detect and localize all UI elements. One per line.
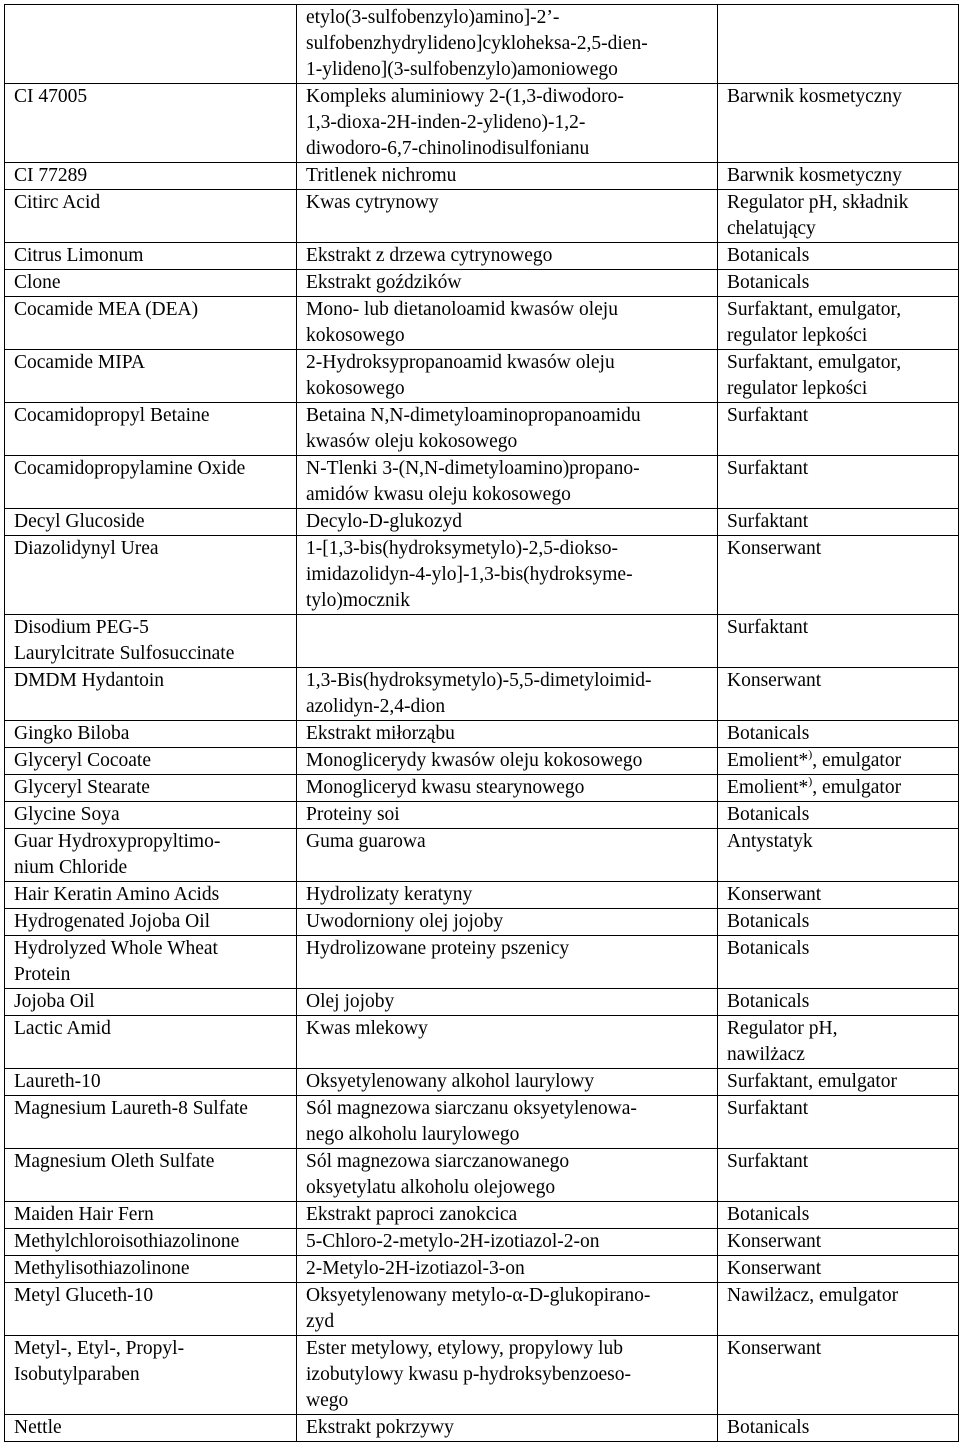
polish-name-cell: Mono- lub dietanoloamid kwasów oleju kokosowego <box>297 297 718 350</box>
inci-name-cell: Cocamide MEA (DEA) <box>5 297 297 350</box>
table-row <box>5 909 959 936</box>
function-cell: Botanicals <box>718 1202 959 1229</box>
function-cell: Surfaktant, emulgator, regulator lepkości <box>718 350 959 403</box>
table-row <box>5 536 959 615</box>
inci-name-cell: DMDM Hydantoin <box>5 668 297 721</box>
polish-name-cell: Kompleks aluminiowy 2-(1,3-diwodoro- 1,3-dioxa-2H-inden-2-ylideno)-1,2- diwodoro-6,7-chinolinodisulfonianu <box>297 84 718 163</box>
table-row <box>5 989 959 1016</box>
function-cell: Surfaktant, emulgator <box>718 1069 959 1096</box>
table-row <box>5 1069 959 1096</box>
function-cell: Botanicals <box>718 270 959 297</box>
inci-name-cell: Hydrolyzed Whole Wheat Protein <box>5 936 297 989</box>
polish-name-cell: Kwas mlekowy <box>297 1016 718 1069</box>
function-cell: Surfaktant <box>718 403 959 456</box>
inci-name-cell <box>5 5 297 84</box>
function-cell: Surfaktant <box>718 456 959 509</box>
function-cell: Surfaktant <box>718 1149 959 1202</box>
table-row <box>5 297 959 350</box>
function-text: Emolient* <box>727 750 809 771</box>
table-row <box>5 829 959 882</box>
inci-name-cell: Metyl-, Etyl-, Propyl- Isobutylparaben <box>5 1336 297 1415</box>
table-row <box>5 668 959 721</box>
polish-name-cell: Betaina N,N-dimetyloaminopropanoamidu kwasów oleju kokosowego <box>297 403 718 456</box>
polish-name-cell: Uwodorniony olej jojoby <box>297 909 718 936</box>
function-cell <box>718 748 959 775</box>
polish-name-cell: Decylo-D-glukozyd <box>297 509 718 536</box>
table-row <box>5 775 959 802</box>
table-row <box>5 163 959 190</box>
function-cell: Botanicals <box>718 936 959 989</box>
footnote-marker: ) <box>808 774 813 788</box>
function-cell: Konserwant <box>718 1229 959 1256</box>
inci-name-cell: Disodium PEG-5 Laurylcitrate Sulfosuccinate <box>5 615 297 668</box>
function-cell: Konserwant <box>718 1256 959 1283</box>
polish-name-cell: Tritlenek nichromu <box>297 163 718 190</box>
function-cell: Botanicals <box>718 989 959 1016</box>
function-cell: Konserwant <box>718 536 959 615</box>
inci-name-cell: Nettle <box>5 1415 297 1442</box>
polish-name-cell: Kwas cytrynowy <box>297 190 718 243</box>
inci-name-cell: Jojoba Oil <box>5 989 297 1016</box>
inci-name-cell: Diazolidynyl Urea <box>5 536 297 615</box>
polish-name-cell: Ester metylowy, etylowy, propylowy lub izobutylowy kwasu p-hydroksybenzoeso- wego <box>297 1336 718 1415</box>
table-row <box>5 1149 959 1202</box>
function-cell: Konserwant <box>718 668 959 721</box>
polish-name-cell: Ekstrakt goździków <box>297 270 718 297</box>
function-cell: Botanicals <box>718 1415 959 1442</box>
polish-name-cell: Oksyetylenowany alkohol laurylowy <box>297 1069 718 1096</box>
polish-name-cell: Ekstrakt pokrzywy <box>297 1415 718 1442</box>
table-row <box>5 1256 959 1283</box>
ingredients-table <box>4 4 959 1442</box>
table-row <box>5 936 959 989</box>
table-row <box>5 509 959 536</box>
table-row <box>5 190 959 243</box>
table-row <box>5 1016 959 1069</box>
function-cell <box>718 5 959 84</box>
inci-name-cell: Citirc Acid <box>5 190 297 243</box>
polish-name-cell: 1,3-Bis(hydroksymetylo)-5,5-dimetyloimid- azolidyn-2,4-dion <box>297 668 718 721</box>
polish-name-cell: 2-Metylo-2H-izotiazol-3-on <box>297 1256 718 1283</box>
footnote-marker: ) <box>808 747 813 761</box>
polish-name-cell: Olej jojoby <box>297 989 718 1016</box>
inci-name-cell: Cocamidopropylamine Oxide <box>5 456 297 509</box>
function-cell: Botanicals <box>718 802 959 829</box>
inci-name-cell: Magnesium Oleth Sulfate <box>5 1149 297 1202</box>
polish-name-cell: Ekstrakt z drzewa cytrynowego <box>297 243 718 270</box>
polish-name-cell: Oksyetylenowany metylo-α-D-glukopirano- zyd <box>297 1283 718 1336</box>
table-row <box>5 243 959 270</box>
inci-name-cell: Hydrogenated Jojoba Oil <box>5 909 297 936</box>
table-row <box>5 403 959 456</box>
polish-name-cell: Ekstrakt miłorząbu <box>297 721 718 748</box>
polish-name-cell: 1-[1,3-bis(hydroksymetylo)-2,5-diokso- imidazolidyn-4-ylo]-1,3-bis(hydroksyme- tylo)mocznik <box>297 536 718 615</box>
inci-name-cell: Laureth-10 <box>5 1069 297 1096</box>
inci-name-cell: Clone <box>5 270 297 297</box>
table-row <box>5 882 959 909</box>
inci-name-cell: Decyl Glucoside <box>5 509 297 536</box>
inci-name-cell: Glyceryl Cocoate <box>5 748 297 775</box>
inci-name-cell: Glycine Soya <box>5 802 297 829</box>
function-cell: Konserwant <box>718 1336 959 1415</box>
polish-name-cell: Ekstrakt paproci zanokcica <box>297 1202 718 1229</box>
inci-name-cell: CI 47005 <box>5 84 297 163</box>
function-cell <box>718 775 959 802</box>
function-cell: Botanicals <box>718 909 959 936</box>
polish-name-cell: Proteiny soi <box>297 802 718 829</box>
polish-name-cell: Sól magnezowa siarczanu oksyetylenowa- nego alkoholu laurylowego <box>297 1096 718 1149</box>
polish-name-cell: Guma guarowa <box>297 829 718 882</box>
table-row <box>5 270 959 297</box>
polish-name-cell: Monogliceryd kwasu stearynowego <box>297 775 718 802</box>
polish-name-cell: Sól magnezowa siarczanowanego oksyetylatu alkoholu olejowego <box>297 1149 718 1202</box>
table-row <box>5 1202 959 1229</box>
function-cell: Surfaktant, emulgator, regulator lepkości <box>718 297 959 350</box>
function-cell: Regulator pH, składnik chelatujący <box>718 190 959 243</box>
polish-name-cell: 5-Chloro-2-metylo-2H-izotiazol-2-on <box>297 1229 718 1256</box>
function-text: Emolient* <box>727 777 809 798</box>
table-row <box>5 1096 959 1149</box>
function-cell: Botanicals <box>718 243 959 270</box>
table-row <box>5 1336 959 1415</box>
inci-name-cell: Cocamidopropyl Betaine <box>5 403 297 456</box>
function-text-rest: , emulgator <box>812 777 902 798</box>
polish-name-cell: N-Tlenki 3-(N,N-dimetyloamino)propano- amidów kwasu oleju kokosowego <box>297 456 718 509</box>
function-cell: Barwnik kosmetyczny <box>718 84 959 163</box>
polish-name-cell: Hydrolizaty keratyny <box>297 882 718 909</box>
polish-name-cell: etylo(3-sulfobenzylo)amino]-2’- sulfobenzhydrylideno]cykloheksa-2,5-dien- 1-ylideno](3-sulfobenzylo)amoniowego <box>297 5 718 84</box>
function-cell: Surfaktant <box>718 1096 959 1149</box>
inci-name-cell: Methylisothiazolinone <box>5 1256 297 1283</box>
function-cell: Surfaktant <box>718 615 959 668</box>
table-row <box>5 615 959 668</box>
table-row <box>5 5 959 84</box>
table-row <box>5 84 959 163</box>
table-row <box>5 1283 959 1336</box>
inci-name-cell: Magnesium Laureth-8 Sulfate <box>5 1096 297 1149</box>
function-cell: Nawilżacz, emulgator <box>718 1283 959 1336</box>
inci-name-cell: Cocamide MIPA <box>5 350 297 403</box>
inci-name-cell: Guar Hydroxypropyltimo- nium Chloride <box>5 829 297 882</box>
function-cell: Regulator pH, nawilżacz <box>718 1016 959 1069</box>
function-cell: Konserwant <box>718 882 959 909</box>
function-cell: Antystatyk <box>718 829 959 882</box>
inci-name-cell: Metyl Gluceth-10 <box>5 1283 297 1336</box>
inci-name-cell: Maiden Hair Fern <box>5 1202 297 1229</box>
table-row <box>5 802 959 829</box>
table-row <box>5 456 959 509</box>
inci-name-cell: Gingko Biloba <box>5 721 297 748</box>
table-body <box>5 5 959 1442</box>
inci-name-cell: Lactic Amid <box>5 1016 297 1069</box>
inci-name-cell: Glyceryl Stearate <box>5 775 297 802</box>
table-row <box>5 350 959 403</box>
inci-name-cell: Citrus Limonum <box>5 243 297 270</box>
inci-name-cell: CI 77289 <box>5 163 297 190</box>
polish-name-cell: Monoglicerydy kwasów oleju kokosowego <box>297 748 718 775</box>
function-cell: Surfaktant <box>718 509 959 536</box>
table-row <box>5 1415 959 1442</box>
function-cell: Botanicals <box>718 721 959 748</box>
table-row <box>5 748 959 775</box>
table-row <box>5 1229 959 1256</box>
polish-name-cell <box>297 615 718 668</box>
table-row <box>5 721 959 748</box>
polish-name-cell: 2-Hydroksypropanoamid kwasów oleju kokosowego <box>297 350 718 403</box>
polish-name-cell: Hydrolizowane proteiny pszenicy <box>297 936 718 989</box>
function-text-rest: , emulgator <box>812 750 902 771</box>
inci-name-cell: Methylchloroisothiazolinone <box>5 1229 297 1256</box>
function-cell: Barwnik kosmetyczny <box>718 163 959 190</box>
inci-name-cell: Hair Keratin Amino Acids <box>5 882 297 909</box>
